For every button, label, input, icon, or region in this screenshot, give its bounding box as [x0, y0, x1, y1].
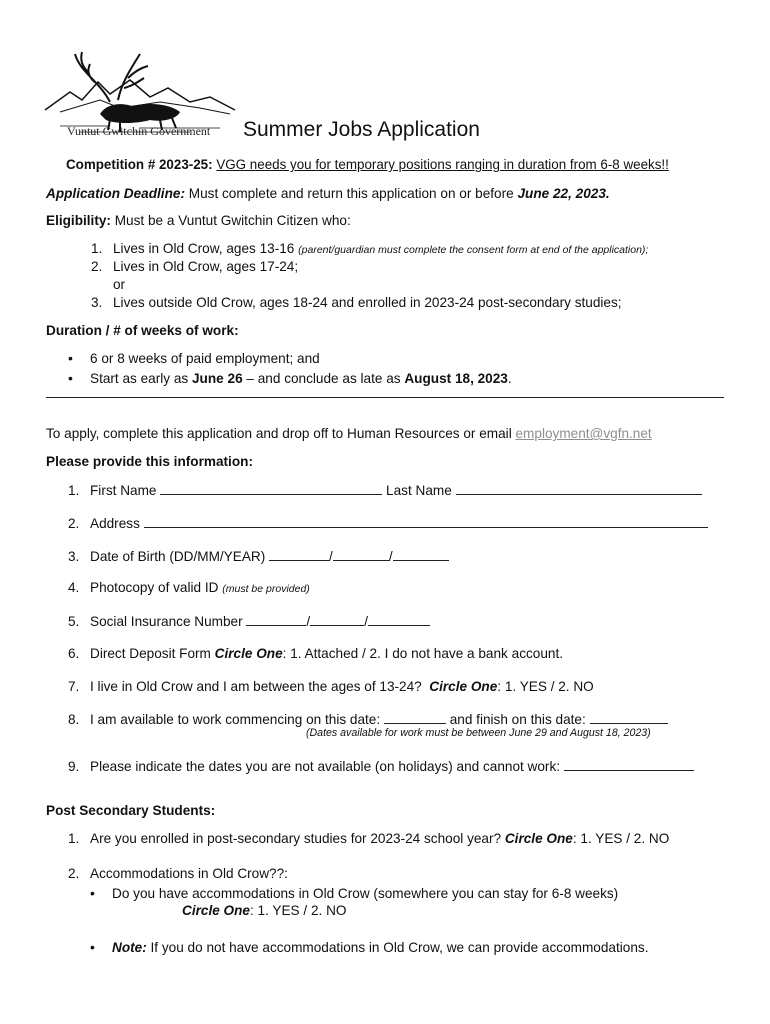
accommodation-note: • Note: If you do not have accommodations in Old Crow, we can provide accommodations.: [90, 939, 649, 955]
duration-heading: Duration / # of weeks of work:: [46, 323, 239, 338]
email-link[interactable]: employment@vgfn.net: [515, 426, 652, 441]
sin-field-3[interactable]: [368, 613, 430, 626]
bullet-icon: •: [68, 350, 73, 366]
duration-bullet-2: • Start as early as June 26 – and conclude as late as August 18, 2023.: [68, 370, 512, 386]
eligibility-item-3: 3. Lives outside Old Crow, ages 18-24 and enrolled in 2023-24 post-secondary studies;: [91, 295, 622, 310]
start-date-field[interactable]: [384, 711, 446, 724]
deadline-line: [46, 186, 610, 201]
competition-line: [66, 157, 669, 172]
eligibility-label: Eligibility:: [46, 213, 111, 228]
post-secondary-q1: 1. Are you enrolled in post-secondary studies for 2023-24 school year? Circle One: 1. YES / 2. NO: [68, 831, 670, 846]
deadline-date: June 22, 2023.: [517, 186, 610, 201]
question-4: 4. Photocopy of valid ID (must be provided): [68, 580, 310, 595]
eligibility-item-1: 1. Lives in Old Crow, ages 13-16 (parent/guardian must complete the consent form at end of the application);: [91, 241, 649, 256]
question-9: 9. Please indicate the dates you are not available (on holidays) and cannot work:: [68, 758, 694, 774]
question-7: 7. I live in Old Crow and I am between the ages of 13-24? Circle One: 1. YES / 2. NO: [68, 679, 594, 694]
question-2: 2. Address: [68, 515, 708, 531]
dob-year-field[interactable]: [393, 548, 449, 561]
last-name-field[interactable]: [456, 482, 702, 495]
sin-field-1[interactable]: [246, 613, 306, 626]
unavailable-dates-field[interactable]: [564, 758, 694, 771]
question-6: 6. Direct Deposit Form Circle One: 1. Attached / 2. I do not have a bank account.: [68, 646, 564, 661]
bullet-icon: •: [68, 370, 73, 386]
question-3: 3. Date of Birth (DD/MM/YEAR) / /: [68, 548, 449, 564]
finish-date-field[interactable]: [590, 711, 668, 724]
dob-day-field[interactable]: [269, 548, 329, 561]
competition-text: VGG needs you for temporary positions ranging in duration from 6-8 weeks!!: [216, 157, 669, 172]
question-1: 1. First Name Last Name: [68, 482, 702, 498]
availability-note: (Dates available for work must be between June 29 and August 18, 2023): [306, 727, 651, 739]
sin-field-2[interactable]: [310, 613, 364, 626]
eligibility-text: Must be a Vuntut Gwitchin Citizen who:: [114, 213, 351, 228]
bullet-icon: •: [90, 885, 95, 901]
address-field[interactable]: [144, 515, 708, 528]
section-divider: [46, 397, 724, 398]
question-8: 8. I am available to work commencing on this date: and finish on this date:: [68, 711, 668, 727]
apply-line: To apply, complete this application and drop off to Human Resources or email employment@vgfn.net: [46, 426, 652, 441]
deadline-text: Must complete and return this application on or before: [188, 186, 514, 201]
question-5: 5. Social Insurance Number / /: [68, 613, 430, 629]
eligibility-item-2: 2. Lives in Old Crow, ages 17-24;: [91, 259, 299, 274]
competition-label: Competition # 2023-25:: [66, 157, 213, 172]
provide-heading: Please provide this information:: [46, 454, 253, 469]
dob-month-field[interactable]: [333, 548, 389, 561]
eligibility-or: or: [113, 277, 126, 292]
duration-bullet-1: • 6 or 8 weeks of paid employment; and: [68, 350, 320, 366]
logo-caption: Vuntut Gwitchin Government: [67, 124, 211, 138]
eligibility-line: [46, 213, 351, 228]
page-title: Summer Jobs Application: [243, 118, 480, 141]
accommodation-bullet: • Do you have accommodations in Old Crow (somewhere you can stay for 6-8 weeks): [90, 885, 619, 901]
first-name-field[interactable]: [160, 482, 382, 495]
deadline-label: Application Deadline:: [46, 186, 185, 201]
accommodation-options: Circle One: 1. YES / 2. NO: [182, 903, 347, 918]
post-secondary-q2: 2. Accommodations in Old Crow??:: [68, 866, 288, 881]
post-secondary-heading: Post Secondary Students:: [46, 803, 216, 818]
bullet-icon: •: [90, 939, 95, 955]
